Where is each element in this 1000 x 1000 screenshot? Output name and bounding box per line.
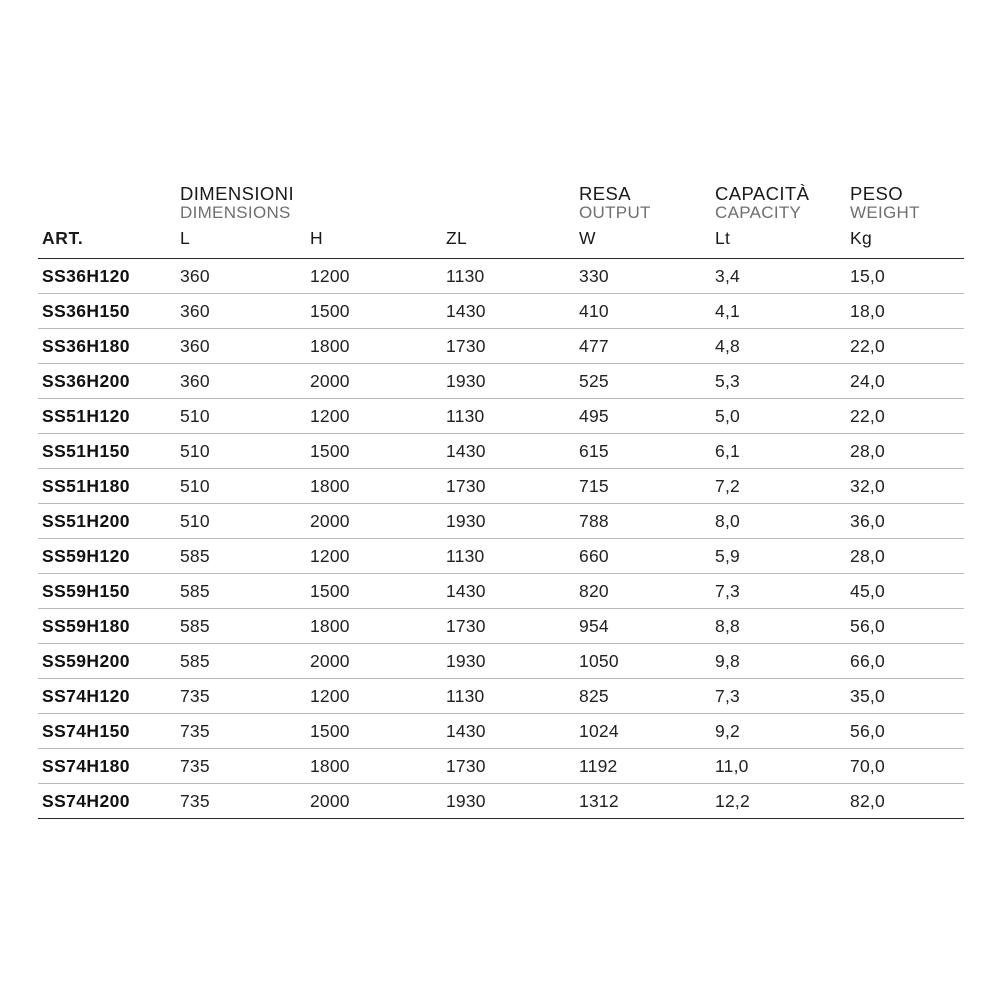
cell-l: 510 xyxy=(178,469,308,504)
cell-zl: 1930 xyxy=(444,364,577,399)
cell-art: SS51H180 xyxy=(38,469,178,504)
cell-h: 1200 xyxy=(308,539,444,574)
cell-h: 1800 xyxy=(308,329,444,364)
group-header-dimensions-it: DIMENSIONI xyxy=(180,183,294,205)
cell-w: 615 xyxy=(577,434,713,469)
cell-l: 585 xyxy=(178,574,308,609)
group-header-output-en: OUTPUT xyxy=(579,202,651,222)
cell-kg: 22,0 xyxy=(848,329,964,364)
group-header-weight-en: WEIGHT xyxy=(850,202,920,222)
cell-kg: 15,0 xyxy=(848,259,964,294)
table-row xyxy=(38,434,964,469)
cell-zl: 1730 xyxy=(444,609,577,644)
column-label-h: H xyxy=(308,224,444,259)
group-header-weight-it: PESO xyxy=(850,183,904,205)
table-row xyxy=(38,364,964,399)
cell-zl: 1130 xyxy=(444,399,577,434)
group-header-output xyxy=(577,168,713,224)
cell-w: 477 xyxy=(577,329,713,364)
cell-art: SS74H120 xyxy=(38,679,178,714)
cell-lt: 12,2 xyxy=(713,784,848,819)
cell-art: SS36H120 xyxy=(38,259,178,294)
cell-art: SS36H180 xyxy=(38,329,178,364)
cell-kg: 56,0 xyxy=(848,609,964,644)
cell-art: SS74H150 xyxy=(38,714,178,749)
group-header-capacity xyxy=(713,168,848,224)
table-row xyxy=(38,504,964,539)
cell-h: 2000 xyxy=(308,644,444,679)
cell-kg: 18,0 xyxy=(848,294,964,329)
cell-lt: 7,3 xyxy=(713,679,848,714)
cell-kg: 35,0 xyxy=(848,679,964,714)
cell-w: 1024 xyxy=(577,714,713,749)
cell-art: SS59H120 xyxy=(38,539,178,574)
cell-lt: 4,1 xyxy=(713,294,848,329)
cell-zl: 1430 xyxy=(444,434,577,469)
cell-kg: 24,0 xyxy=(848,364,964,399)
cell-l: 735 xyxy=(178,784,308,819)
cell-zl: 1130 xyxy=(444,539,577,574)
cell-art: SS51H200 xyxy=(38,504,178,539)
table-row xyxy=(38,399,964,434)
specifications-table xyxy=(38,168,964,819)
cell-l: 585 xyxy=(178,609,308,644)
column-label-kg: Kg xyxy=(848,224,964,259)
column-label-row xyxy=(38,224,964,259)
column-label-l: L xyxy=(178,224,308,259)
table-body xyxy=(38,259,964,819)
cell-h: 1800 xyxy=(308,609,444,644)
cell-w: 825 xyxy=(577,679,713,714)
cell-lt: 8,0 xyxy=(713,504,848,539)
cell-w: 1312 xyxy=(577,784,713,819)
group-header-empty xyxy=(38,168,178,224)
cell-art: SS51H120 xyxy=(38,399,178,434)
table-row xyxy=(38,259,964,294)
cell-l: 510 xyxy=(178,434,308,469)
cell-lt: 4,8 xyxy=(713,329,848,364)
cell-lt: 11,0 xyxy=(713,749,848,784)
cell-h: 1500 xyxy=(308,574,444,609)
table-row xyxy=(38,574,964,609)
cell-kg: 70,0 xyxy=(848,749,964,784)
cell-art: SS59H200 xyxy=(38,644,178,679)
cell-zl: 1430 xyxy=(444,714,577,749)
cell-art: SS74H180 xyxy=(38,749,178,784)
cell-h: 1800 xyxy=(308,469,444,504)
cell-l: 360 xyxy=(178,259,308,294)
cell-kg: 28,0 xyxy=(848,539,964,574)
cell-lt: 3,4 xyxy=(713,259,848,294)
group-header-weight xyxy=(848,168,964,224)
cell-w: 1050 xyxy=(577,644,713,679)
cell-h: 2000 xyxy=(308,504,444,539)
cell-l: 735 xyxy=(178,714,308,749)
column-label-w: W xyxy=(577,224,713,259)
cell-lt: 5,0 xyxy=(713,399,848,434)
cell-kg: 66,0 xyxy=(848,644,964,679)
cell-h: 2000 xyxy=(308,364,444,399)
cell-zl: 1430 xyxy=(444,294,577,329)
cell-l: 360 xyxy=(178,294,308,329)
cell-zl: 1430 xyxy=(444,574,577,609)
cell-l: 510 xyxy=(178,504,308,539)
cell-h: 1500 xyxy=(308,434,444,469)
column-label-zl: ZL xyxy=(444,224,577,259)
cell-h: 1200 xyxy=(308,399,444,434)
column-label-art: ART. xyxy=(38,224,178,259)
cell-art: SS36H200 xyxy=(38,364,178,399)
cell-l: 735 xyxy=(178,679,308,714)
table-row xyxy=(38,539,964,574)
cell-w: 495 xyxy=(577,399,713,434)
cell-l: 585 xyxy=(178,539,308,574)
cell-lt: 5,9 xyxy=(713,539,848,574)
cell-l: 360 xyxy=(178,364,308,399)
cell-kg: 32,0 xyxy=(848,469,964,504)
group-header-capacity-en: CAPACITY xyxy=(715,202,802,222)
cell-lt: 7,3 xyxy=(713,574,848,609)
table-row xyxy=(38,294,964,329)
cell-kg: 56,0 xyxy=(848,714,964,749)
cell-zl: 1730 xyxy=(444,469,577,504)
group-header-capacity-it: CAPACITÀ xyxy=(715,183,810,205)
cell-kg: 36,0 xyxy=(848,504,964,539)
cell-l: 360 xyxy=(178,329,308,364)
cell-art: SS59H180 xyxy=(38,609,178,644)
cell-lt: 5,3 xyxy=(713,364,848,399)
cell-zl: 1130 xyxy=(444,259,577,294)
cell-lt: 7,2 xyxy=(713,469,848,504)
cell-lt: 9,2 xyxy=(713,714,848,749)
table-row xyxy=(38,644,964,679)
table-row xyxy=(38,679,964,714)
cell-zl: 1930 xyxy=(444,504,577,539)
cell-art: SS51H150 xyxy=(38,434,178,469)
cell-w: 410 xyxy=(577,294,713,329)
cell-w: 525 xyxy=(577,364,713,399)
cell-zl: 1730 xyxy=(444,329,577,364)
cell-kg: 45,0 xyxy=(848,574,964,609)
cell-h: 2000 xyxy=(308,784,444,819)
group-header-output-it: RESA xyxy=(579,183,631,205)
cell-zl: 1930 xyxy=(444,644,577,679)
cell-w: 330 xyxy=(577,259,713,294)
cell-l: 585 xyxy=(178,644,308,679)
cell-h: 1200 xyxy=(308,679,444,714)
cell-h: 1800 xyxy=(308,749,444,784)
cell-kg: 28,0 xyxy=(848,434,964,469)
column-label-lt: Lt xyxy=(713,224,848,259)
cell-zl: 1930 xyxy=(444,784,577,819)
cell-kg: 82,0 xyxy=(848,784,964,819)
table-row xyxy=(38,469,964,504)
cell-w: 715 xyxy=(577,469,713,504)
cell-art: SS59H150 xyxy=(38,574,178,609)
cell-w: 1192 xyxy=(577,749,713,784)
group-header-dimensions xyxy=(178,168,577,224)
cell-h: 1500 xyxy=(308,714,444,749)
cell-zl: 1730 xyxy=(444,749,577,784)
cell-l: 510 xyxy=(178,399,308,434)
cell-lt: 6,1 xyxy=(713,434,848,469)
cell-art: SS36H150 xyxy=(38,294,178,329)
cell-lt: 9,8 xyxy=(713,644,848,679)
table-row xyxy=(38,714,964,749)
cell-art: SS74H200 xyxy=(38,784,178,819)
cell-w: 954 xyxy=(577,609,713,644)
cell-w: 788 xyxy=(577,504,713,539)
cell-zl: 1130 xyxy=(444,679,577,714)
cell-w: 820 xyxy=(577,574,713,609)
cell-lt: 8,8 xyxy=(713,609,848,644)
group-header-dimensions-en: DIMENSIONS xyxy=(180,202,291,222)
table-row xyxy=(38,609,964,644)
group-header-row xyxy=(38,168,964,224)
cell-h: 1500 xyxy=(308,294,444,329)
cell-w: 660 xyxy=(577,539,713,574)
cell-h: 1200 xyxy=(308,259,444,294)
table-row xyxy=(38,329,964,364)
cell-l: 735 xyxy=(178,749,308,784)
cell-kg: 22,0 xyxy=(848,399,964,434)
table-row xyxy=(38,749,964,784)
table-row xyxy=(38,784,964,819)
